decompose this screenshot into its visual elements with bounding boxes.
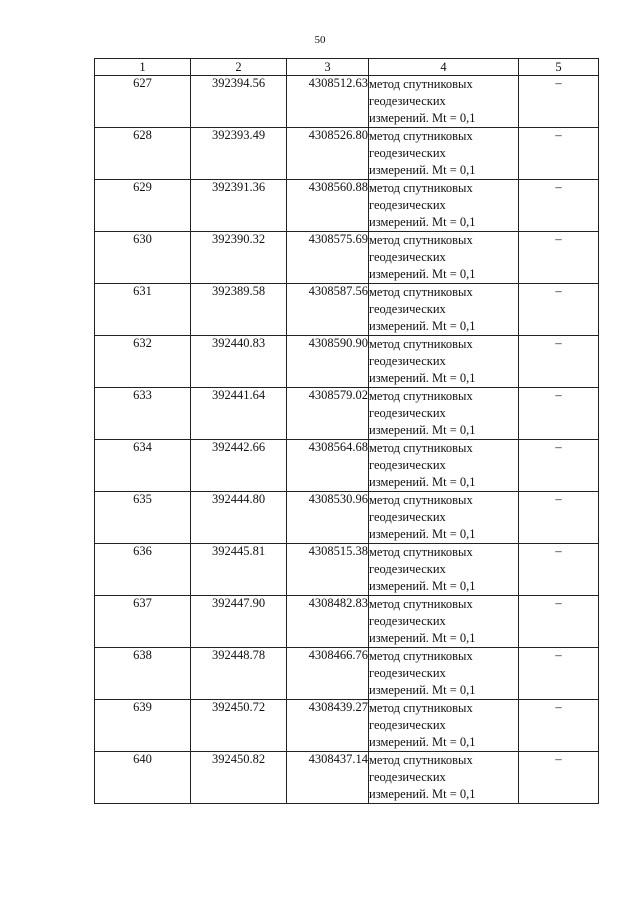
point-number-cell: 631: [95, 284, 191, 336]
point-number-cell: 637: [95, 596, 191, 648]
column-5-cell: –: [519, 180, 599, 232]
method-line: измерений. Mt = 0,1: [369, 215, 476, 229]
method-line: геодезических: [369, 614, 446, 628]
table-row: [95, 648, 599, 700]
x-coordinate-cell: 392390.32: [191, 232, 287, 284]
method-line: измерений. Mt = 0,1: [369, 735, 476, 749]
method-line: геодезических: [369, 718, 446, 732]
y-coordinate-cell: 4308587.56: [287, 284, 369, 336]
method-line: метод спутниковых: [369, 129, 473, 143]
table-row: [95, 752, 599, 804]
table-row: [95, 284, 599, 336]
method-line: метод спутниковых: [369, 649, 473, 663]
table-header-row: [95, 59, 599, 76]
column-5-cell: –: [519, 232, 599, 284]
column-5-cell: –: [519, 596, 599, 648]
table-row: [95, 700, 599, 752]
point-number-cell: 632: [95, 336, 191, 388]
y-coordinate-cell: 4308439.27: [287, 700, 369, 752]
method-line: измерений. Mt = 0,1: [369, 319, 476, 333]
x-coordinate-cell: 392440.83: [191, 336, 287, 388]
method-line: измерений. Mt = 0,1: [369, 111, 476, 125]
method-cell: [369, 180, 519, 232]
method-cell: [369, 544, 519, 596]
x-coordinate-cell: 392448.78: [191, 648, 287, 700]
point-number-cell: 629: [95, 180, 191, 232]
table-header: [95, 59, 599, 76]
x-coordinate-cell: 392441.64: [191, 388, 287, 440]
column-5-cell: –: [519, 752, 599, 804]
point-number-cell: 638: [95, 648, 191, 700]
method-cell: [369, 700, 519, 752]
method-line: геодезических: [369, 146, 446, 160]
method-cell: [369, 648, 519, 700]
table-row: [95, 336, 599, 388]
method-line: геодезических: [369, 198, 446, 212]
x-coordinate-cell: 392450.82: [191, 752, 287, 804]
y-coordinate-cell: 4308512.63: [287, 76, 369, 128]
method-line: геодезических: [369, 562, 446, 576]
method-line: геодезических: [369, 458, 446, 472]
y-coordinate-cell: 4308560.88: [287, 180, 369, 232]
method-line: метод спутниковых: [369, 701, 473, 715]
column-5-cell: –: [519, 284, 599, 336]
x-coordinate-cell: 392450.72: [191, 700, 287, 752]
method-line: геодезических: [369, 302, 446, 316]
method-line: метод спутниковых: [369, 493, 473, 507]
x-coordinate-cell: 392445.81: [191, 544, 287, 596]
method-line: метод спутниковых: [369, 181, 473, 195]
y-coordinate-cell: 4308590.90: [287, 336, 369, 388]
method-cell: [369, 596, 519, 648]
method-line: геодезических: [369, 354, 446, 368]
y-coordinate-cell: 4308515.38: [287, 544, 369, 596]
method-line: измерений. Mt = 0,1: [369, 683, 476, 697]
method-line: геодезических: [369, 666, 446, 680]
method-line: метод спутниковых: [369, 285, 473, 299]
method-line: измерений. Mt = 0,1: [369, 163, 476, 177]
column-5-cell: –: [519, 388, 599, 440]
method-line: измерений. Mt = 0,1: [369, 579, 476, 593]
method-line: метод спутниковых: [369, 441, 473, 455]
method-cell: [369, 440, 519, 492]
point-number-cell: 630: [95, 232, 191, 284]
point-number-cell: 639: [95, 700, 191, 752]
point-number-cell: 628: [95, 128, 191, 180]
table-body: [95, 76, 599, 804]
coordinates-table: [94, 58, 599, 804]
header-col-4: 4: [369, 59, 519, 76]
x-coordinate-cell: 392394.56: [191, 76, 287, 128]
x-coordinate-cell: 392393.49: [191, 128, 287, 180]
table-row: [95, 440, 599, 492]
method-line: метод спутниковых: [369, 545, 473, 559]
point-number-cell: 635: [95, 492, 191, 544]
column-5-cell: –: [519, 492, 599, 544]
x-coordinate-cell: 392444.80: [191, 492, 287, 544]
method-line: метод спутниковых: [369, 597, 473, 611]
table-row: [95, 180, 599, 232]
method-cell: [369, 752, 519, 804]
method-line: метод спутниковых: [369, 233, 473, 247]
column-5-cell: –: [519, 76, 599, 128]
x-coordinate-cell: 392389.58: [191, 284, 287, 336]
point-number-cell: 633: [95, 388, 191, 440]
column-5-cell: –: [519, 336, 599, 388]
table-row: [95, 544, 599, 596]
method-cell: [369, 76, 519, 128]
column-5-cell: –: [519, 648, 599, 700]
y-coordinate-cell: 4308579.02: [287, 388, 369, 440]
method-cell: [369, 284, 519, 336]
point-number-cell: 640: [95, 752, 191, 804]
header-col-2: 2: [191, 59, 287, 76]
point-number-cell: 634: [95, 440, 191, 492]
y-coordinate-cell: 4308530.96: [287, 492, 369, 544]
method-line: геодезических: [369, 250, 446, 264]
header-col-1: 1: [95, 59, 191, 76]
table-row: [95, 596, 599, 648]
column-5-cell: –: [519, 544, 599, 596]
method-cell: [369, 388, 519, 440]
x-coordinate-cell: 392447.90: [191, 596, 287, 648]
y-coordinate-cell: 4308575.69: [287, 232, 369, 284]
point-number-cell: 636: [95, 544, 191, 596]
y-coordinate-cell: 4308482.83: [287, 596, 369, 648]
method-line: геодезических: [369, 770, 446, 784]
method-line: метод спутниковых: [369, 753, 473, 767]
y-coordinate-cell: 4308564.68: [287, 440, 369, 492]
page-number: 50: [314, 34, 326, 46]
method-line: геодезических: [369, 406, 446, 420]
method-line: измерений. Mt = 0,1: [369, 267, 476, 281]
header-col-3: 3: [287, 59, 369, 76]
method-line: измерений. Mt = 0,1: [369, 787, 476, 801]
x-coordinate-cell: 392442.66: [191, 440, 287, 492]
table-row: [95, 492, 599, 544]
method-line: метод спутниковых: [369, 337, 473, 351]
method-line: измерений. Mt = 0,1: [369, 631, 476, 645]
y-coordinate-cell: 4308526.80: [287, 128, 369, 180]
method-line: измерений. Mt = 0,1: [369, 371, 476, 385]
method-line: геодезических: [369, 510, 446, 524]
method-cell: [369, 128, 519, 180]
method-cell: [369, 232, 519, 284]
column-5-cell: –: [519, 440, 599, 492]
table-row: [95, 388, 599, 440]
y-coordinate-cell: 4308437.14: [287, 752, 369, 804]
method-cell: [369, 336, 519, 388]
y-coordinate-cell: 4308466.76: [287, 648, 369, 700]
method-line: измерений. Mt = 0,1: [369, 423, 476, 437]
table-row: [95, 128, 599, 180]
table-row: [95, 232, 599, 284]
point-number-cell: 627: [95, 76, 191, 128]
header-col-5: 5: [519, 59, 599, 76]
column-5-cell: –: [519, 128, 599, 180]
method-line: метод спутниковых: [369, 389, 473, 403]
method-line: геодезических: [369, 94, 446, 108]
column-5-cell: –: [519, 700, 599, 752]
x-coordinate-cell: 392391.36: [191, 180, 287, 232]
method-line: измерений. Mt = 0,1: [369, 475, 476, 489]
method-line: метод спутниковых: [369, 77, 473, 91]
method-line: измерений. Mt = 0,1: [369, 527, 476, 541]
method-cell: [369, 492, 519, 544]
table-row: [95, 76, 599, 128]
